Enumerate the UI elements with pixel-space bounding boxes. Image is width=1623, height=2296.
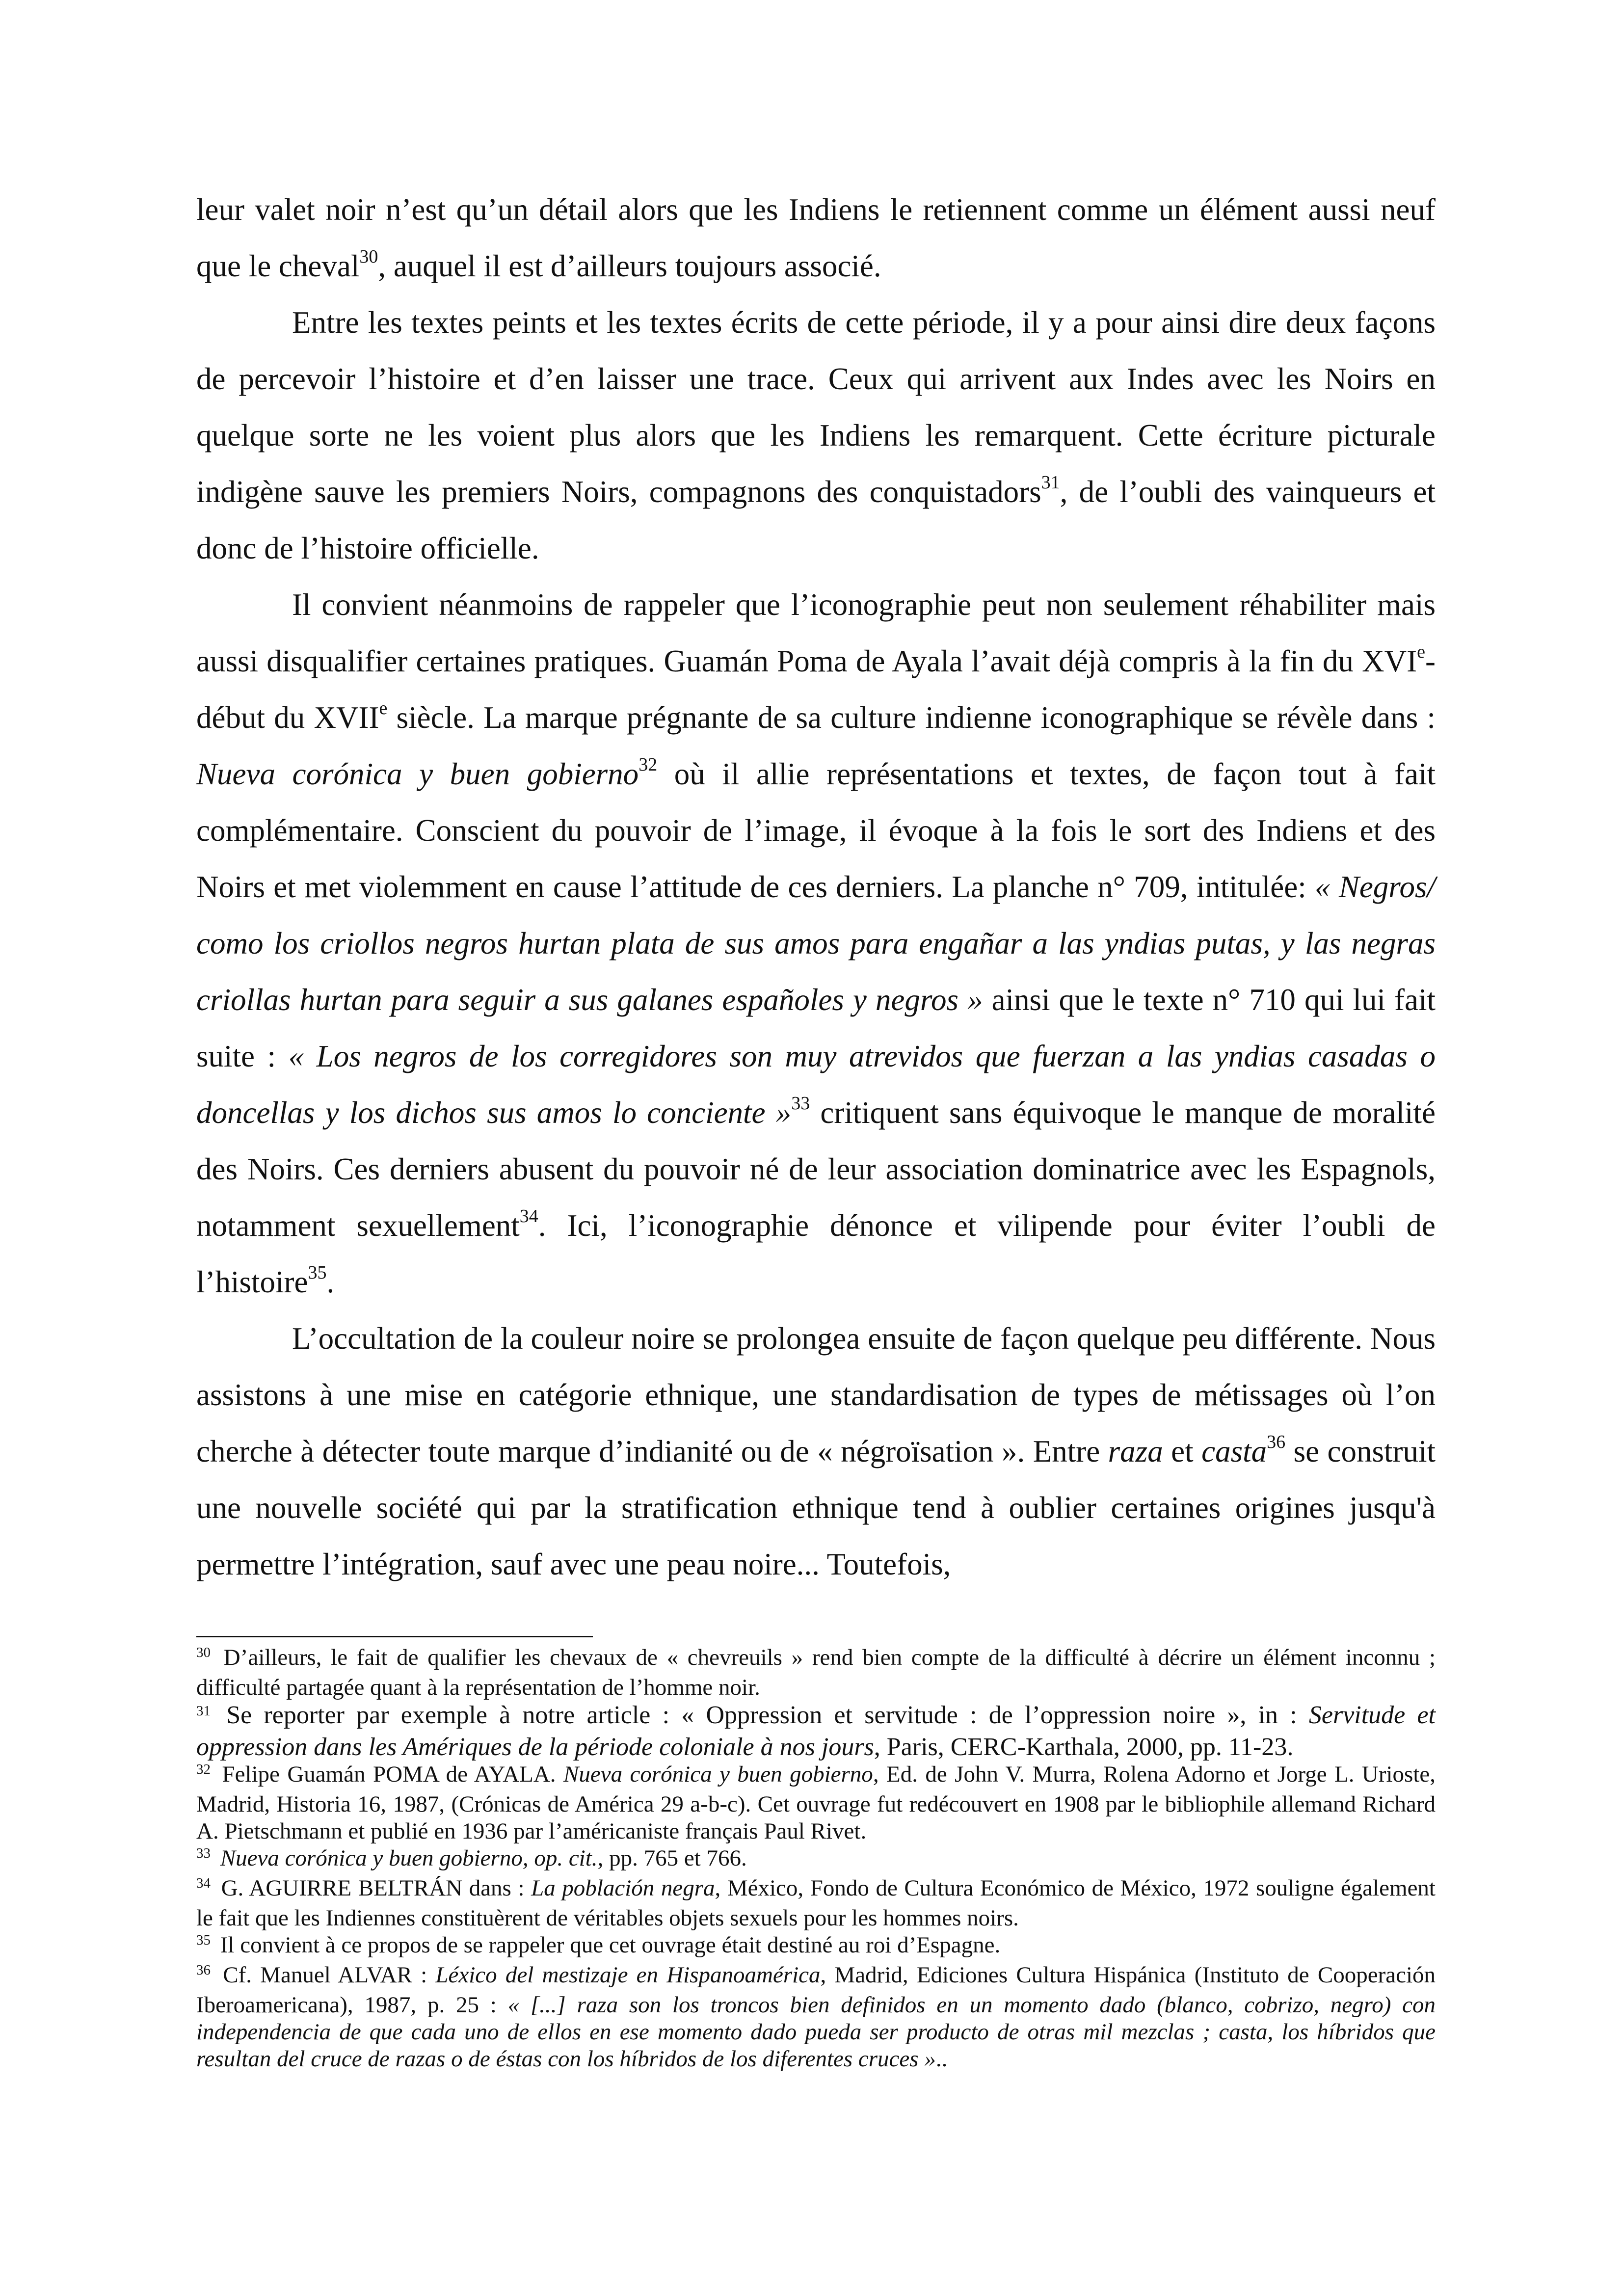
footnote-ref-31[interactable]: 31 — [1041, 472, 1060, 493]
footnote-30: $^{30}$ D’ailleurs, le fait de qualifier les chevaux de « chevreuils » rend bien compte de la difficulté à décrire un élément inconnu ; difficulté partagée quant à la représentation de l’homme noir. — [196, 1645, 1436, 1700]
paragraph-1: leur valet noir n’est qu’un détail alors que les Indiens le retiennent comme un élément aussi neuf que le cheval$^{30}$, auquel il est d’ailleurs toujours associé. — [196, 192, 1436, 283]
paragraph-3: Il convient néanmoins de rappeler que l’iconographie peut non seulement réhabiliter mais aussi disqualifier certaines pratiques. Guamán Poma de Ayala l’avait déjà compris à la fin du XVIe-début du XVIIe siècle. La marque prégnante de sa culture indienne iconographique se révèle dans : Nueva corónica y buen gobierno$^{32}$ où il allie représentations et textes, de façon tout à fait complémentaire. Conscient du pouvoir de l’image, il évoque à la fois le sort des Indiens et des Noirs et met violemment en cause l’attitude de ces derniers. La planche n° 709, intitulée: « Negros/ como los criollos negros hurtan plata de sus amos para engañar a las yndias putas, y las negras criollas hurtan para seguir a sus galanes españoles y negros » ainsi que le texte n° 710 qui lui fait suite : « Los negros de los corregidores son muy atrevidos que fuerzan a las yndias casadas o doncellas y los dichos sus amos lo conciente »$^{33}$ critiquent sans équivoque le manque de moralité des Noirs. Ces derniers abusent du pouvoir né de leur association dominatrice avec les Espagnols, notamment sexuellement$^{34}$. Ici, l’iconographie dénonce et vilipende pour éviter l’oubli de l’histoire$^{35}$. — [196, 587, 1436, 1299]
footnote-separator — [196, 1636, 593, 1637]
footnote-33: $^{33}$ Nueva corónica y buen gobierno, op. cit., pp. 765 et 766. — [196, 1845, 747, 1871]
quote-text-710: « Los negros de los corregidores son muy atrevidos que fuerzan a las yndias casadas o doncellas y los dichos sus amos lo conciente » — [196, 1039, 1436, 1130]
paragraph-2: Entre les textes peints et les textes écrits de cette période, il y a pour ainsi dire deux façons de percevoir l’histoire et d’en laisser une trace. Ceux qui arrivent aux Indes avec les Noirs en quelque sorte ne les voient plus alors que les Indiens les remarquent. Cette écriture picturale indigène sauve les premiers Noirs, compagnons des conquistadors$^{31}$, de l’oubli des vainqueurs et donc de l’histoire officielle. — [196, 305, 1436, 565]
footnotes — [196, 1644, 1436, 2073]
quote-plate-709: « Negros/ como los criollos negros hurtan plata de sus amos para engañar a las yndias putas, y las negras criollas hurtan para seguir a sus galanes españoles y negros » — [196, 870, 1436, 1017]
footnote-ref-32[interactable]: 32 — [639, 754, 658, 775]
footnote-35: $^{35}$ Il convient à ce propos de se rappeler que cet ouvrage était destiné au roi d’Espagne. — [196, 1932, 1001, 1958]
footnote-ref-36[interactable]: 36 — [1267, 1432, 1286, 1452]
paragraph-4: L’occultation de la couleur noire se prolongea ensuite de façon quelque peu différente. Nous assistons à une mise en catégorie ethnique, une standardisation de types de métissages où l’on cherche à détecter toute marque d’indianité ou de « négroïsation ». Entre raza et casta$^{36}$ se construit une nouvelle société qui par la stratification ethnique tend à oublier certaines origines jusqu'à permettre l’intégration, sauf avec une peau noire... Toutefois, — [196, 1321, 1436, 1581]
footnote-ref-35[interactable]: 35 — [308, 1262, 327, 1283]
footnote-36: $^{36}$ Cf. Manuel ALVAR : Léxico del mestizaje en Hispanoamérica, Madrid, Ediciones Cultura Hispánica (Instituto de Cooperación Iberoamericana), 1987, p. 25 : « [...] raza son los troncos bien definidos en un momento dado (blanco, cobrizo, negro) con independencia de que cada uno de ellos en ese momento dado pueda ser producto de otras mil mezclas ; casta, los híbridos que resultan del cruce de razas o de éstas con los híbridos de los diferentes cruces ».. — [196, 1962, 1436, 2072]
footnote-ref-33[interactable]: 33 — [791, 1093, 810, 1114]
footnote-ref-34[interactable]: 34 — [519, 1206, 538, 1227]
footnote-34: $^{34}$ G. AGUIRRE BELTRÁN dans : La población negra, México, Fondo de Cultura Económico de México, 1972 souligne également le fait que les Indiennes constituèrent de véritables objets sexuels pour les hommes noirs. — [196, 1875, 1436, 1931]
footnote-ref-30[interactable]: 30 — [359, 246, 378, 267]
footnote-31: $^{31}$ Se reporter par exemple à notre article : « Oppression et servitude : de l’oppression noire », in : Servitude et oppression dans les Amériques de la période coloniale à nos jours, Paris, CERC-Karthala, 2000, pp. 11-23. — [196, 1701, 1436, 1761]
book-title: Nueva corónica y buen gobierno — [196, 757, 639, 791]
document-page — [196, 182, 1436, 2073]
footnote-32: $^{32}$ Felipe Guamán POMA de AYALA. Nueva corónica y buen gobierno, Ed. de John V. Murra, Rolena Adorno et Jorge L. Urioste, Madrid, Historia 16, 1987, (Crónicas de América 29 a-b-c). Cet ouvrage fut redécouvert en 1908 par le bibliophile allemand Richard A. Pietschmann et publié en 1936 par l’américaniste français Paul Rivet. — [196, 1762, 1436, 1844]
body-text — [196, 182, 1436, 1593]
